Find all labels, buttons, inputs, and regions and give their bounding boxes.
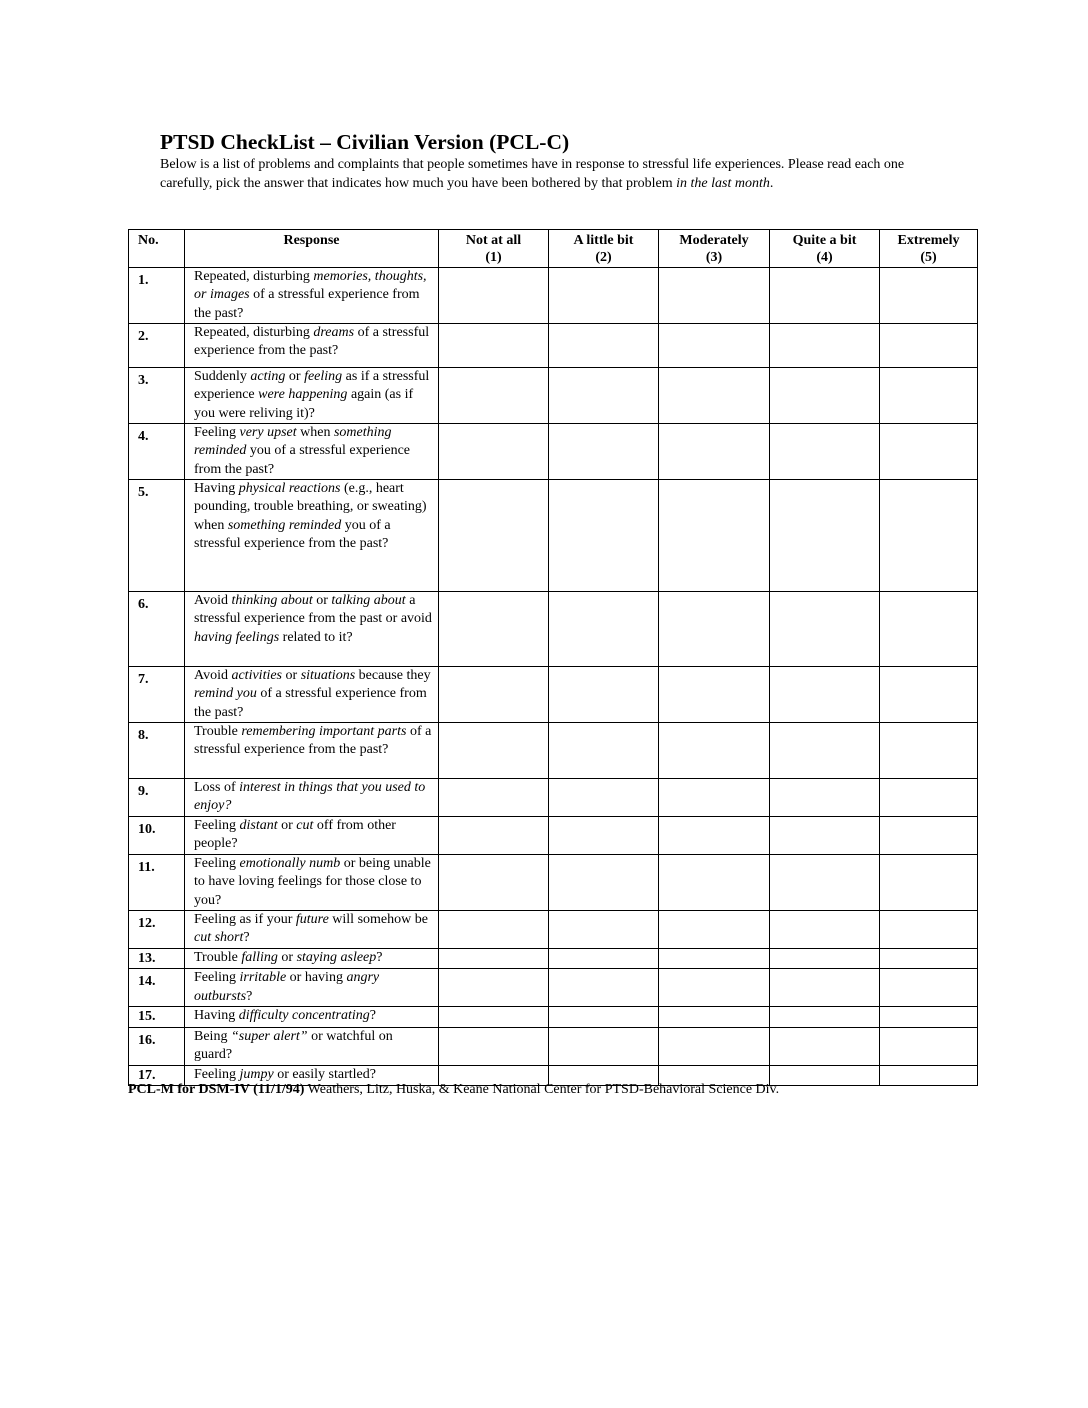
response-emphasis: irritable bbox=[239, 970, 287, 986]
answer-cell-2[interactable] bbox=[549, 592, 659, 667]
response-text: will somehow be bbox=[328, 912, 428, 927]
response-emphasis: dreams bbox=[313, 325, 355, 340]
table-row bbox=[129, 949, 978, 969]
response-emphasis: interest in things that you used to enjoy? bbox=[194, 780, 426, 814]
item-number: 7. bbox=[129, 667, 185, 723]
answer-cell-1[interactable] bbox=[439, 817, 549, 855]
item-response bbox=[185, 592, 439, 667]
answer-cell-2[interactable] bbox=[549, 667, 659, 723]
option-label: Not at all bbox=[465, 233, 522, 248]
response-text: Trouble bbox=[194, 950, 242, 965]
answer-cell-2[interactable] bbox=[549, 949, 659, 969]
answer-cell-4[interactable] bbox=[770, 667, 880, 723]
response-text: or bbox=[277, 950, 297, 965]
answer-cell-4[interactable] bbox=[770, 268, 880, 324]
response-emphasis: emotionally numb bbox=[239, 856, 341, 871]
answer-cell-5[interactable] bbox=[880, 779, 978, 817]
response-text: you of a stressful experience from the past? bbox=[194, 517, 391, 551]
response-text: ? bbox=[369, 1008, 376, 1024]
response-text: Feeling as if your bbox=[194, 912, 296, 927]
table-row bbox=[129, 779, 978, 817]
header-no: No. bbox=[129, 230, 185, 268]
response-text: of a stressful experience from the past? bbox=[194, 686, 427, 720]
item-response bbox=[185, 268, 439, 324]
answer-cell-5[interactable] bbox=[880, 949, 978, 969]
table-row bbox=[129, 424, 978, 480]
item-response bbox=[185, 723, 439, 779]
response-text: Feeling bbox=[194, 856, 240, 871]
response-text: Avoid bbox=[194, 668, 232, 683]
response-emphasis: acting bbox=[250, 369, 286, 384]
response-text: ? bbox=[246, 988, 253, 1004]
item-response bbox=[185, 817, 439, 855]
option-label: A little bit bbox=[573, 233, 634, 248]
response-text: Being bbox=[194, 1028, 231, 1044]
response-emphasis: future bbox=[295, 912, 329, 927]
answer-cell-3[interactable] bbox=[659, 855, 770, 911]
response-text: Trouble bbox=[194, 724, 242, 739]
answer-cell-2[interactable] bbox=[549, 969, 659, 1007]
table-row bbox=[129, 1007, 978, 1027]
response-emphasis: physical reactions bbox=[238, 481, 341, 496]
answer-cell-1[interactable] bbox=[439, 949, 549, 969]
table-body bbox=[129, 268, 978, 1086]
response-text: of a stressful experience from the past? bbox=[194, 287, 420, 321]
response-text: Feeling bbox=[194, 970, 240, 986]
answer-cell-4[interactable] bbox=[770, 368, 880, 424]
response-emphasis: remind you bbox=[194, 686, 257, 702]
answer-cell-3[interactable] bbox=[659, 324, 770, 368]
instructions-end: . bbox=[769, 175, 774, 191]
response-text: or having bbox=[286, 970, 347, 986]
answer-cell-5[interactable] bbox=[880, 592, 978, 667]
answer-cell-2[interactable] bbox=[549, 911, 659, 949]
item-number: 13. bbox=[129, 949, 185, 969]
answer-cell-5[interactable] bbox=[880, 480, 978, 592]
table-row bbox=[129, 911, 978, 949]
answer-cell-3[interactable] bbox=[659, 480, 770, 592]
response-emphasis: talking about bbox=[331, 593, 406, 608]
answer-cell-2[interactable] bbox=[549, 480, 659, 592]
response-emphasis: staying asleep bbox=[296, 950, 377, 965]
footer-citation bbox=[128, 1081, 779, 1099]
answer-cell-3[interactable] bbox=[659, 592, 770, 667]
item-number: 9. bbox=[129, 779, 185, 817]
option-value: (1) bbox=[485, 250, 502, 265]
answer-cell-2[interactable] bbox=[549, 324, 659, 368]
response-text: or easily startled? bbox=[273, 1066, 376, 1082]
response-text: or watchful on guard? bbox=[194, 1028, 393, 1062]
response-text: related to it? bbox=[279, 629, 353, 645]
answer-cell-4[interactable] bbox=[770, 1007, 880, 1027]
answer-cell-4[interactable] bbox=[770, 1027, 880, 1065]
answer-cell-1[interactable] bbox=[439, 969, 549, 1007]
response-text: Having bbox=[194, 1008, 239, 1024]
answer-cell-1[interactable] bbox=[439, 667, 549, 723]
response-emphasis: difficulty concentrating bbox=[238, 1008, 370, 1024]
response-text: of a stressful experience from the past? bbox=[194, 724, 432, 758]
response-text: Loss of bbox=[194, 780, 240, 795]
answer-cell-2[interactable] bbox=[549, 1007, 659, 1027]
answer-cell-4[interactable] bbox=[770, 723, 880, 779]
response-text: or bbox=[282, 668, 301, 683]
answer-cell-5[interactable] bbox=[880, 1065, 978, 1085]
item-response bbox=[185, 911, 439, 949]
answer-cell-5[interactable] bbox=[880, 667, 978, 723]
response-text: because they bbox=[355, 668, 431, 683]
response-emphasis: cut bbox=[296, 818, 314, 833]
response-emphasis: very upset bbox=[239, 425, 297, 440]
response-text: or bbox=[312, 593, 332, 608]
answer-cell-3[interactable] bbox=[659, 424, 770, 480]
item-number: 10. bbox=[129, 817, 185, 855]
table-row bbox=[129, 817, 978, 855]
response-text: or being unable to have loving feelings for those close to you? bbox=[194, 856, 431, 908]
answer-cell-3[interactable] bbox=[659, 949, 770, 969]
answer-cell-3[interactable] bbox=[659, 969, 770, 1007]
header-option bbox=[439, 230, 549, 268]
answer-cell-5[interactable] bbox=[880, 1007, 978, 1027]
response-emphasis: something reminded bbox=[194, 425, 392, 459]
checklist-table bbox=[128, 229, 978, 1086]
answer-cell-1[interactable] bbox=[439, 268, 549, 324]
answer-cell-5[interactable] bbox=[880, 969, 978, 1007]
answer-cell-2[interactable] bbox=[549, 855, 659, 911]
answer-cell-4[interactable] bbox=[770, 592, 880, 667]
answer-cell-5[interactable] bbox=[880, 268, 978, 324]
answer-cell-5[interactable] bbox=[880, 817, 978, 855]
instructions bbox=[160, 156, 950, 193]
response-emphasis: something reminded bbox=[227, 517, 342, 533]
item-number: 4. bbox=[129, 424, 185, 480]
answer-cell-2[interactable] bbox=[549, 817, 659, 855]
answer-cell-5[interactable] bbox=[880, 324, 978, 368]
response-emphasis: feeling bbox=[304, 369, 343, 384]
item-number: 14. bbox=[129, 969, 185, 1007]
answer-cell-5[interactable] bbox=[880, 424, 978, 480]
answer-cell-4[interactable] bbox=[770, 1065, 880, 1085]
answer-cell-3[interactable] bbox=[659, 911, 770, 949]
table-row bbox=[129, 667, 978, 723]
answer-cell-1[interactable] bbox=[439, 911, 549, 949]
answer-cell-1[interactable] bbox=[439, 1027, 549, 1065]
answer-cell-2[interactable] bbox=[549, 424, 659, 480]
header-option bbox=[659, 230, 770, 268]
answer-cell-1[interactable] bbox=[439, 1007, 549, 1027]
option-value: (2) bbox=[595, 250, 612, 265]
option-label: Extremely bbox=[897, 233, 960, 248]
response-text: Repeated, disturbing bbox=[194, 325, 314, 340]
answer-cell-1[interactable] bbox=[439, 368, 549, 424]
item-response bbox=[185, 324, 439, 368]
table-row bbox=[129, 855, 978, 911]
item-response bbox=[185, 480, 439, 592]
answer-cell-1[interactable] bbox=[439, 324, 549, 368]
option-value: (4) bbox=[816, 250, 833, 265]
answer-cell-3[interactable] bbox=[659, 779, 770, 817]
answer-cell-3[interactable] bbox=[659, 1007, 770, 1027]
table-row bbox=[129, 969, 978, 1007]
response-text: of a stressful experience from the past? bbox=[194, 325, 430, 359]
item-number: 17. bbox=[129, 1065, 185, 1085]
answer-cell-4[interactable] bbox=[770, 855, 880, 911]
response-text: when bbox=[296, 425, 334, 440]
response-text: as if a stressful experience bbox=[194, 369, 430, 403]
response-emphasis: angry outbursts bbox=[194, 970, 380, 1004]
header-option bbox=[880, 230, 978, 268]
response-emphasis: were happening bbox=[258, 387, 348, 403]
option-label: Quite a bit bbox=[792, 233, 857, 248]
response-emphasis: memories, thoughts, or images bbox=[194, 269, 427, 303]
footer-bold: PCL-M for DSM-IV (11/1/94) bbox=[128, 1082, 305, 1097]
answer-cell-1[interactable] bbox=[439, 723, 549, 779]
answer-cell-1[interactable] bbox=[439, 855, 549, 911]
answer-cell-1[interactable] bbox=[439, 480, 549, 592]
item-number: 2. bbox=[129, 324, 185, 368]
instructions-text: Below is a list of problems and complaints that people sometimes have in response to stressful life experiences. Please read each one carefully, pick the answer that indicates how much you have been bothered by that problem bbox=[160, 157, 905, 191]
response-emphasis: cut short bbox=[194, 930, 244, 946]
response-text: again (as if you were reliving it)? bbox=[194, 387, 414, 421]
item-response bbox=[185, 969, 439, 1007]
option-value: (5) bbox=[920, 250, 937, 265]
item-number: 8. bbox=[129, 723, 185, 779]
answer-cell-5[interactable] bbox=[880, 723, 978, 779]
item-response bbox=[185, 1027, 439, 1065]
item-response bbox=[185, 424, 439, 480]
response-text: Feeling bbox=[194, 1066, 240, 1082]
header-option bbox=[770, 230, 880, 268]
item-response bbox=[185, 368, 439, 424]
table-row bbox=[129, 268, 978, 324]
response-text: off from other people? bbox=[194, 818, 396, 852]
option-label: Moderately bbox=[679, 233, 749, 248]
footer-text: Weathers, Litz, Huska, & Keane National Center for PTSD-Behavioral Science Div. bbox=[304, 1082, 780, 1097]
answer-cell-5[interactable] bbox=[880, 855, 978, 911]
answer-cell-5[interactable] bbox=[880, 1027, 978, 1065]
item-number: 5. bbox=[129, 480, 185, 592]
answer-cell-4[interactable] bbox=[770, 911, 880, 949]
item-number: 16. bbox=[129, 1027, 185, 1065]
instructions-emphasis: in the last month bbox=[676, 175, 770, 191]
response-emphasis: distant bbox=[239, 818, 278, 833]
answer-cell-3[interactable] bbox=[659, 268, 770, 324]
answer-cell-3[interactable] bbox=[659, 1027, 770, 1065]
item-number: 15. bbox=[129, 1007, 185, 1027]
item-response bbox=[185, 1007, 439, 1027]
item-number: 3. bbox=[129, 368, 185, 424]
answer-cell-3[interactable] bbox=[659, 368, 770, 424]
answer-cell-1[interactable] bbox=[439, 424, 549, 480]
answer-cell-2[interactable] bbox=[549, 723, 659, 779]
header-row bbox=[129, 230, 978, 268]
answer-cell-4[interactable] bbox=[770, 949, 880, 969]
item-number: 12. bbox=[129, 911, 185, 949]
answer-cell-2[interactable] bbox=[549, 1027, 659, 1065]
item-number: 1. bbox=[129, 268, 185, 324]
response-text: Suddenly bbox=[194, 369, 251, 384]
answer-cell-4[interactable] bbox=[770, 779, 880, 817]
answer-cell-1[interactable] bbox=[439, 592, 549, 667]
header-option bbox=[549, 230, 659, 268]
response-text: Repeated, disturbing bbox=[194, 269, 314, 284]
response-emphasis: jumpy bbox=[239, 1066, 274, 1082]
item-response bbox=[185, 779, 439, 817]
item-response bbox=[185, 855, 439, 911]
table-row bbox=[129, 368, 978, 424]
answer-cell-3[interactable] bbox=[659, 667, 770, 723]
response-text: (e.g., heart pounding, trouble breathing, or sweating) when bbox=[194, 481, 427, 533]
table-row bbox=[129, 592, 978, 667]
answer-cell-4[interactable] bbox=[770, 969, 880, 1007]
response-emphasis: remembering important parts bbox=[241, 724, 407, 739]
response-text: Feeling bbox=[194, 818, 240, 833]
answer-cell-4[interactable] bbox=[770, 324, 880, 368]
table-row bbox=[129, 480, 978, 592]
answer-cell-2[interactable] bbox=[549, 779, 659, 817]
response-text: Avoid bbox=[194, 593, 232, 608]
response-text: a stressful experience from the past or avoid bbox=[194, 593, 432, 627]
response-text: ? bbox=[243, 930, 250, 946]
answer-cell-5[interactable] bbox=[880, 911, 978, 949]
answer-cell-4[interactable] bbox=[770, 424, 880, 480]
answer-cell-5[interactable] bbox=[880, 368, 978, 424]
answer-cell-3[interactable] bbox=[659, 817, 770, 855]
item-number: 11. bbox=[129, 855, 185, 911]
table-row bbox=[129, 324, 978, 368]
item-number: 6. bbox=[129, 592, 185, 667]
response-text: ? bbox=[376, 950, 383, 965]
response-emphasis: having feelings bbox=[194, 629, 280, 645]
response-text: Having bbox=[194, 481, 239, 496]
answer-cell-4[interactable] bbox=[770, 480, 880, 592]
option-value: (3) bbox=[705, 250, 723, 265]
answer-cell-2[interactable] bbox=[549, 368, 659, 424]
table-row bbox=[129, 723, 978, 779]
answer-cell-2[interactable] bbox=[549, 268, 659, 324]
response-emphasis: situations bbox=[300, 668, 356, 683]
page-title: PTSD CheckList – Civilian Version (PCL-C) bbox=[160, 130, 570, 154]
answer-cell-1[interactable] bbox=[439, 779, 549, 817]
response-emphasis: thinking about bbox=[231, 593, 313, 608]
response-text: you of a stressful experience from the past? bbox=[194, 443, 411, 477]
item-response bbox=[185, 949, 439, 969]
response-text: Feeling bbox=[194, 425, 240, 440]
table-row bbox=[129, 1027, 978, 1065]
response-text: or bbox=[285, 369, 305, 384]
answer-cell-3[interactable] bbox=[659, 723, 770, 779]
response-emphasis: falling bbox=[241, 950, 278, 965]
header-response: Response bbox=[185, 230, 439, 268]
item-response bbox=[185, 667, 439, 723]
answer-cell-4[interactable] bbox=[770, 817, 880, 855]
response-emphasis: activities bbox=[231, 668, 283, 683]
response-text: or bbox=[277, 818, 297, 833]
response-emphasis: “super alert” bbox=[230, 1028, 308, 1044]
